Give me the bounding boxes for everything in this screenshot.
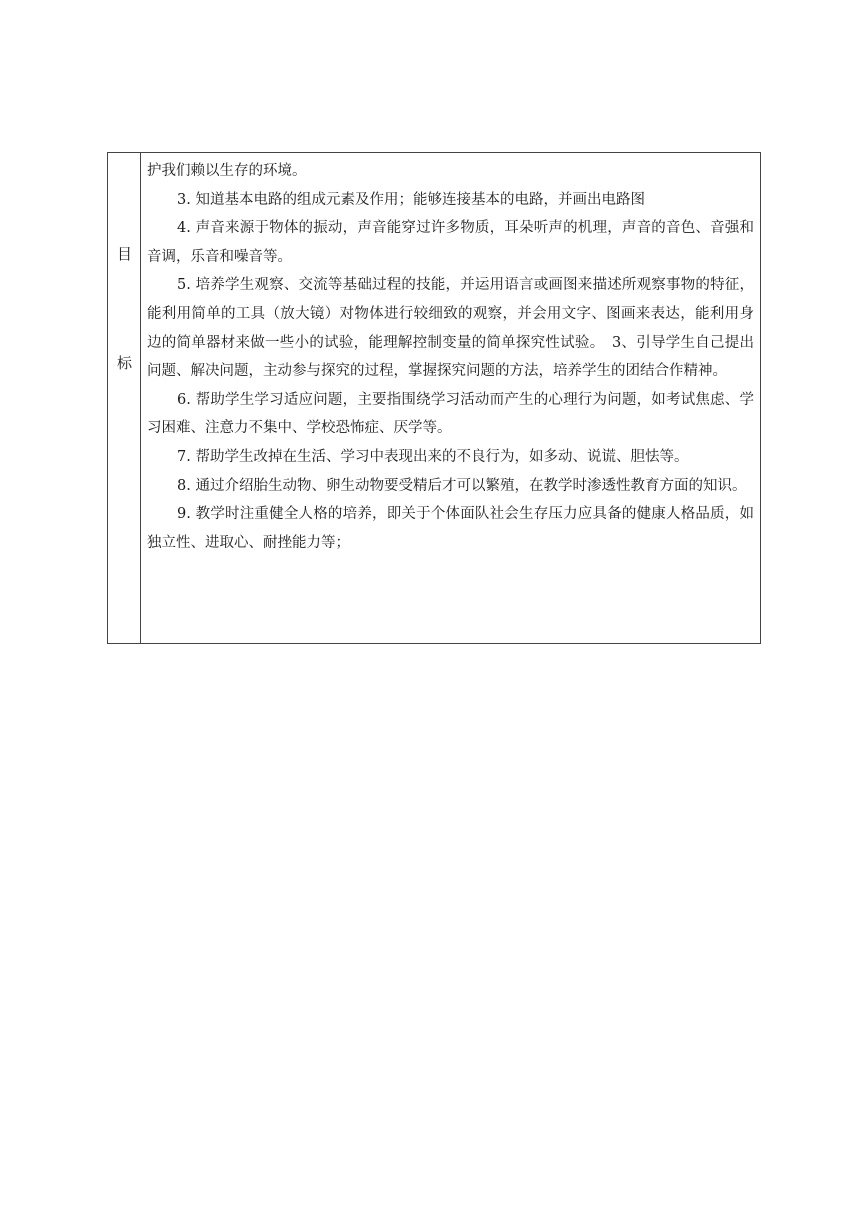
paragraph-7: 7. 帮助学生改掉在生活、学习中表现出来的不良行为，如多动、说谎、胆怯等。: [177, 448, 689, 465]
label-biao: 标: [116, 354, 132, 372]
paragraph-4: 4. 声音来源于物体的振动，声音能穿过许多物质，耳朵听声的机理，声音的音色、音强和音调，乐音和噪音等。: [147, 220, 754, 265]
paragraph-6: 6. 帮助学生学习适应问题，主要指围绕学习活动而产生的心理行为问题，如考试焦虑、学习困难、注意力不集中、学校恐怖症、厌学等。: [147, 391, 754, 437]
paragraph-8: 8. 通过介绍胎生动物、卵生动物要受精后才可以繁殖，在教学时渗透性教育方面的知识。: [177, 477, 747, 494]
objectives-content-cell: [141, 153, 760, 643]
paragraph-9: 9. 教学时注重健全人格的培养，即关于个体面队社会生存压力应具备的健康人格品质，如独立性、进取心、耐挫能力等；: [147, 506, 754, 551]
label-mu: 目: [116, 245, 132, 263]
row-label-cell: [108, 153, 141, 643]
paragraph-3: 3. 知道基本电路的组成元素及作用；能够连接基本的电路，并画出电路图: [177, 191, 645, 208]
objectives-table: [107, 152, 761, 644]
paragraph-0: 护我们赖以生存的环境。: [147, 163, 307, 179]
paragraph-5: 5. 培养学生观察、交流等基础过程的技能，并运用语言或画图来描述所观察事物的特征，能利用简单的工具（放大镜）对物体进行较细致的观察，并会用文字、图画来表达，能利用身边的简单器材来做一些小的试验，能理解控制变量的简单探究性试验。 3、引导学生自己提出问题、解决问题，主动参与探究的过程，掌握探究问题的方法，培养学生的团结合作精神。: [147, 277, 754, 380]
